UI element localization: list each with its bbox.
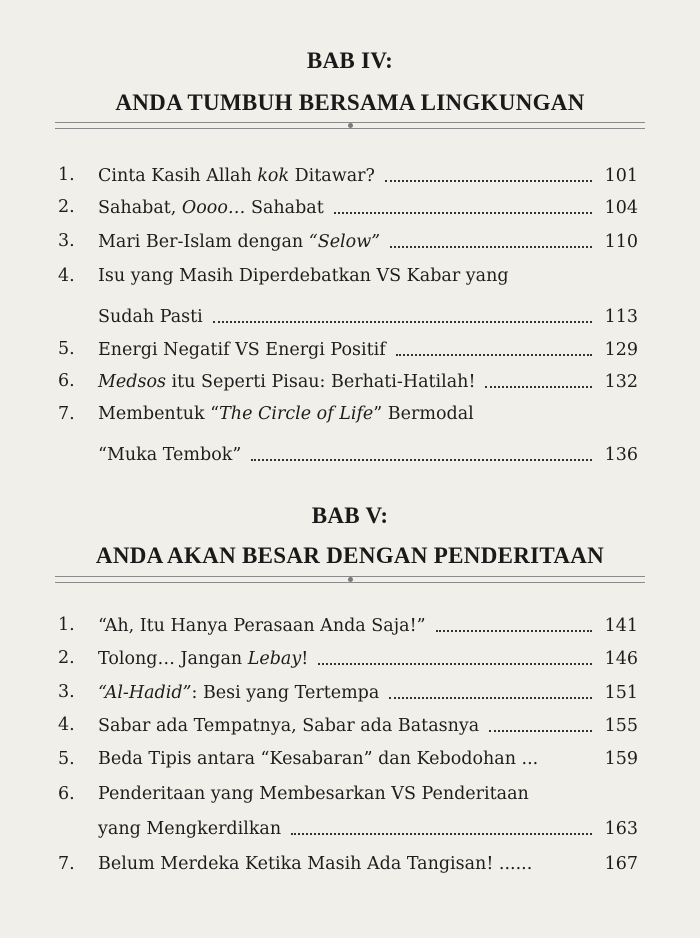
entry-number: 1. [58, 615, 75, 635]
entry-page: 155 [604, 716, 638, 736]
entry-title: “Muka Tembok” [98, 445, 242, 465]
entry-page: 132 [604, 372, 638, 392]
entry-page: 167 [604, 854, 638, 874]
entry-number: 1. [58, 165, 75, 185]
entry-number: 3. [58, 682, 75, 702]
dot-leader [334, 196, 592, 214]
entry-title: Tolong… Jangan Lebay! [98, 649, 309, 669]
entry-title: Belum Merdeka Ketika Masih Ada Tangisan! ...... [98, 854, 533, 874]
entry-page: 104 [604, 198, 638, 218]
chapter-5-title: ANDA AKAN BESAR DENGAN PENDERITAAN [95, 543, 605, 568]
entry-number: 6. [58, 784, 75, 804]
dot-leader [213, 305, 592, 323]
entry-page: 141 [604, 616, 638, 636]
entry-title-line1: Penderitaan yang Membesarkan VS Penderitaan [98, 784, 529, 804]
entry-title-line1: Isu yang Masih Diperdebatkan VS Kabar yang [98, 266, 509, 286]
entry-number: 3. [58, 231, 75, 251]
entry-title: Medsos itu Seperti Pisau: Berhati-Hatilah! [98, 372, 476, 392]
entry-page: 110 [604, 232, 638, 252]
dot-leader [489, 714, 592, 732]
dot-leader [251, 443, 592, 461]
entry-number: 5. [58, 339, 75, 359]
entry-title: Mari Ber-Islam dengan “Selow” [98, 232, 381, 252]
entry-number: 7. [58, 854, 75, 874]
dot-leader [389, 681, 592, 699]
entry-number: 7. [58, 404, 75, 424]
dot-leader [291, 817, 592, 835]
entry-page: 136 [604, 445, 638, 465]
dot-leader [548, 749, 592, 765]
entry-page: 151 [604, 683, 638, 703]
dot-leader [542, 854, 592, 870]
entry-page: 101 [604, 166, 638, 186]
entry-number: 6. [58, 371, 75, 391]
chapter-4-title: ANDA TUMBUH BERSAMA LINGKUNGAN [115, 90, 585, 115]
entry-title: Sabar ada Tempatnya, Sabar ada Batasnya [98, 716, 480, 736]
chapter-4-number: BAB IV: [306, 48, 394, 73]
chapter-4-divider [55, 122, 645, 130]
dot-leader [385, 164, 592, 182]
entry-number: 5. [58, 749, 75, 769]
entry-page: 163 [604, 819, 638, 839]
chapter-5-number: BAB V: [311, 503, 389, 528]
dot-leader [396, 338, 592, 356]
entry-number: 4. [58, 715, 75, 735]
chapter-5-divider [55, 576, 645, 584]
entry-title: Sahabat, Oooo… Sahabat [98, 198, 324, 218]
entry-page: 129 [604, 340, 638, 360]
entry-number: 2. [58, 197, 75, 217]
dot-leader [318, 647, 592, 665]
entry-title: Beda Tipis antara “Kesabaran” dan Kebodohan ... [98, 749, 539, 769]
entry-title: “Ah, Itu Hanya Perasaan Anda Saja!” [98, 616, 426, 636]
entry-number: 4. [58, 266, 75, 286]
dot-leader [485, 370, 592, 388]
entry-title: Sudah Pasti [98, 307, 203, 327]
dot-leader [436, 614, 592, 632]
entry-number: 2. [58, 648, 75, 668]
entry-title: Cinta Kasih Allah kok Ditawar? [98, 166, 375, 186]
entry-title-line1: Membentuk “The Circle of Life” Bermodal [98, 404, 474, 424]
entry-title: “Al-Hadid”: Besi yang Tertempa [98, 683, 380, 703]
entry-title: yang Mengkerdilkan [98, 819, 282, 839]
entry-page: 159 [604, 749, 638, 769]
entry-title: Energi Negatif VS Energi Positif [98, 340, 386, 360]
entry-page: 146 [604, 649, 638, 669]
entry-page: 113 [604, 307, 638, 327]
dot-leader [390, 230, 592, 248]
